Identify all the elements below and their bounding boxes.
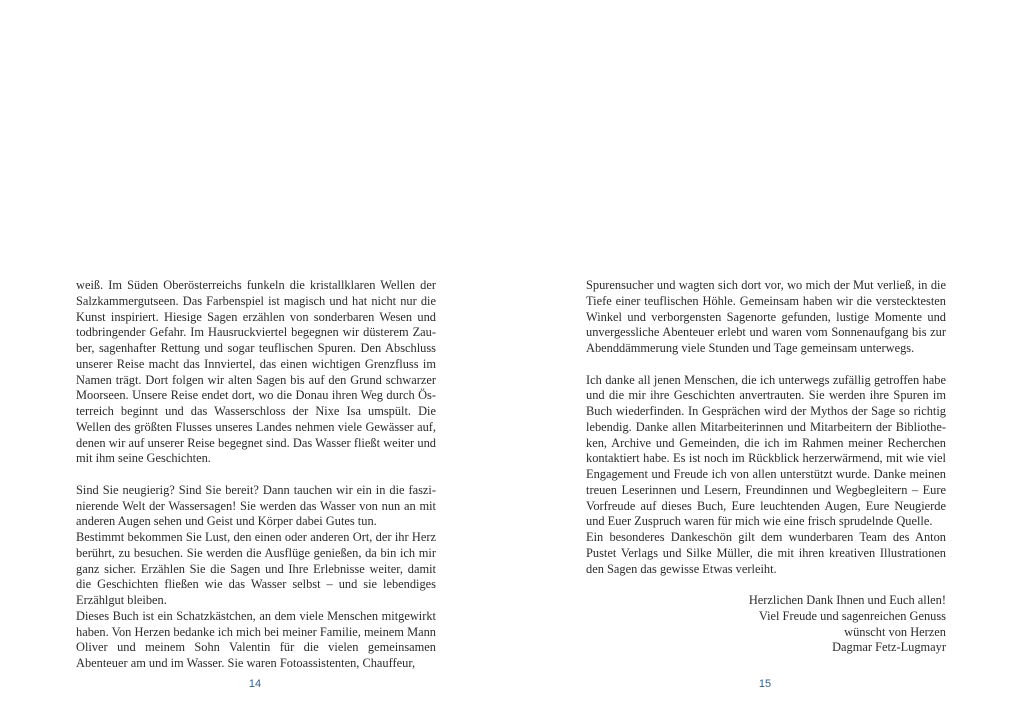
left-page-body (76, 278, 436, 672)
page-number-left: 14 (248, 678, 262, 690)
left-paragraph-3: Bestimmt bekommen Sie Lust, den einen oder anderen Ort, der ihr Herz berührt, zu besuchen. Sie werden die Ausflüge genießen, da bin ich mir ganz sicher. Erzählen Sie die Sagen und Ihre Erlebnisse weiter, damit die Geschichten fließen wie das Wasser selbst – und sie lebendiges Erzählgut bleiben. (76, 530, 436, 607)
signature-block (586, 593, 946, 656)
author-name: Dagmar Fetz-Lugmayr (832, 640, 946, 655)
left-paragraph-2: Sind Sie neugierig? Sind Sie bereit? Dann tauchen wir ein in die faszinierende Welt der Wassersagen! Sie werden das Wasser von nun an mit anderen Augen sehen und Geist und Körper dabei Gutes tun. (76, 482, 436, 529)
page-number-right: 15 (758, 678, 772, 690)
right-paragraph-1: Spurensucher und wagten sich dort vor, wo mich der Mut verließ, in die Tiefe einer teuflischen Höhle. Gemeinsam haben wir die verstecktesten Winkel und verborgensten Sagenorte gefunden, lustige Momente und unvergessliche Abenteuer erlebt und waren vom Sonnenaufgang bis zur Abenddämmerung viele Stunden und Tage gemeinsam unterwegs. (586, 278, 946, 355)
left-paragraph-4: Dieses Buch ist ein Schatzkästchen, an dem viele Menschen mitgewirkt haben. Von Herzen bedanke ich mich bei meiner Familie, meinem Mann Oliver und meinem Sohn Valentin für die vielen gemeinsamen Abenteuer am und im Wasser. Sie waren Fotoassistenten, Chauffeur, (76, 608, 436, 670)
signature-line-2: Viel Freude und sagenreichen Genuss (758, 608, 946, 623)
right-page-body (586, 278, 946, 656)
left-paragraph-1: weiß. Im Süden Oberösterreichs funkeln die kristallklaren Wellen der Salzkammergutseen. Das Farbenspiel ist magisch und hat nicht nur die Kunst inspiriert. Hiesige Sagen erzählen von sonderbaren Wesen und todbringender Gefahr. Im Hausruckviertel begegnen wir düsterem Zauber, sagenhafter Rettung und sogar teuflischen Spuren. Den Abschluss unserer Reise macht das Innviertel, das einen wichtigen Grenzfluss im Namen trägt. Dort folgen wir alten Sagen bis auf den Grund schwarzer Moorseen. Unsere Reise endet dort, wo die Donau ihren Weg durch Österreich beginnt und das Wasserschloss der Nixe Isa umspült. Die Wellen des größten Flusses unseres Landes nehmen viele Gewässer auf, denen wir auf unserer Reise begegnet sind. Das Wasser fließt weiter und mit ihm seine Geschichten. (76, 278, 436, 466)
right-paragraph-2: Ich danke all jenen Menschen, die ich unterwegs zufällig getroffen habe und die mir ihre Geschichten anvertrauten. Sie werden ihre Spuren im Buch wiederfinden. In Gesprächen wird der Mythos der Sage so richtig lebendig. Danke allen Mitarbeiterinnen und Mitarbeitern der Bibliotheken, Archive und Gemeinden, die ich im Rahmen meiner Recherchen kontaktiert habe. Es ist noch im Rückblick herzerwärmend, mit wie viel Engagement und Freude ich von allen unterstützt wurde. Danke meinen treuen Leserinnen und Lesern, Freundinnen und Wegbegleitern – Eure Vorfreude auf dieses Buch, Eure leuchtenden Augen, Eure Neugierde und Euer Zuspruch waren für mich wie eine frisch sprudelnde Quelle. (586, 372, 946, 529)
right-page (510, 0, 1020, 720)
signature-line-3: wünscht von Herzen (844, 624, 946, 639)
right-paragraph-3: Ein besonderes Dankeschön gilt dem wunderbaren Team des Anton Pustet Verlags und Silke Müller, die mit ihren kreativen Illustrationen den Sagen das gewisse Etwas verleiht. (586, 530, 946, 576)
signature-line-1: Herzlichen Dank Ihnen und Euch allen! (748, 593, 946, 607)
